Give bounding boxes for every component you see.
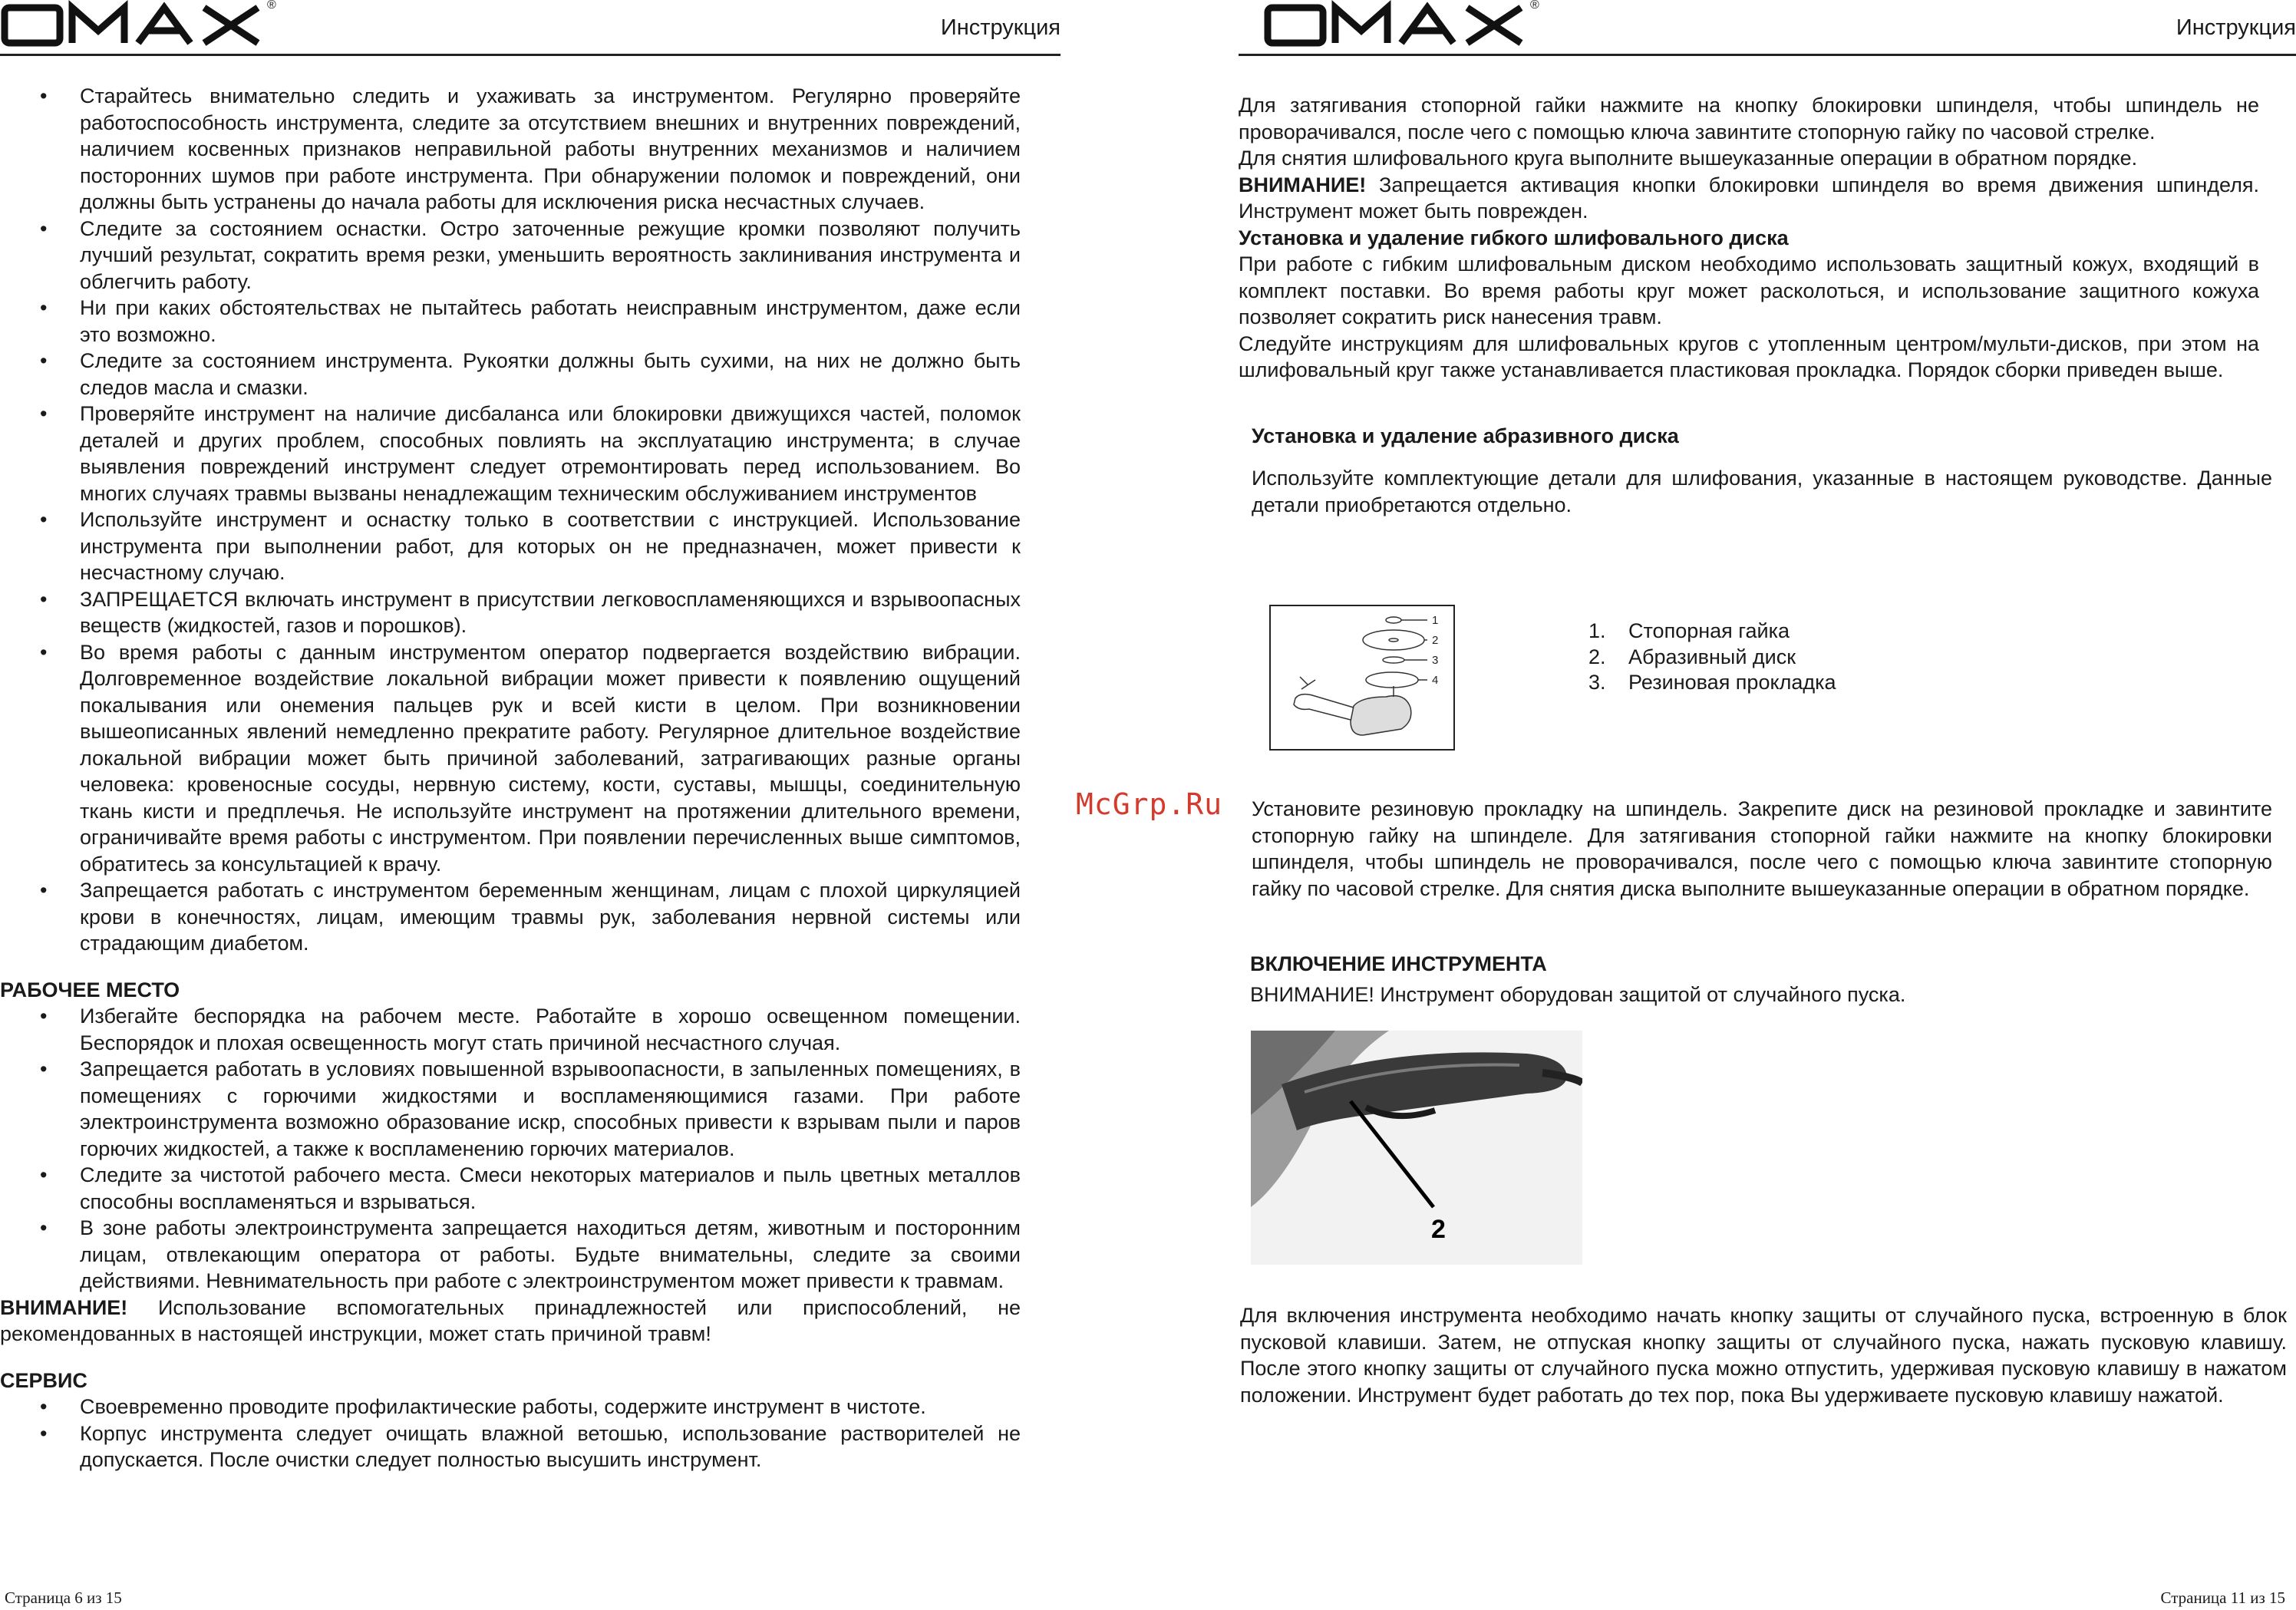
list-item: • Следите за состоянием оснастки. Остро заточенные режущие кромки позволяют получить лучший результат, сократить время резки, уменьшить вероятность заклинивания инструмента и облегчить работу. <box>0 216 1021 295</box>
header-divider <box>0 54 1061 56</box>
list-item: • Запрещается работать в условиях повышенной взрывоопасности, в запыленных помещениях, в помещениях с горючими жидкостями и воспламеняющимися газами. При работе электроинструмента возможно образование искр, способных привести к взрывам пыли и паров горючих жидкостей, а также к воспламенению горючих материалов. <box>0 1056 1021 1162</box>
tool-handle-photo <box>1251 1031 1582 1265</box>
warning-paragraph <box>0 1295 1021 1348</box>
list-item: • ЗАПРЕЩАЕТСЯ включать инструмент в присутствии легковоспламеняющихся и взрывоопасных веществ (жидкостей, газов и порошков). <box>0 586 1021 639</box>
warning-text: Использование вспомогательных принадлежностей или приспособлений, не рекомендованных в настоящей инструкции, может стать причиной травм! <box>0 1295 1021 1345</box>
flex-disc-paragraph-1: При работе с гибким шлифовальным диском необходимо использовать защитный кожух, входящий в комплект поставки. Во время работы круг может расколоться, и использование защитного кожуха позволяет сократить риск нанесения травм. <box>1239 252 2259 328</box>
list-item: • Ни при каких обстоятельствах не пытайтесь работать неисправным инструментом, даже если это возможно. <box>0 295 1021 348</box>
part-number: 2. <box>1588 645 1606 668</box>
list-item <box>1588 670 1836 696</box>
page-header-title: Инструкция <box>940 15 1061 40</box>
right-intro <box>1239 92 2259 384</box>
warning-text: Запрещается активация кнопки блокировки шпинделя во время движения шпинделя. Инструмент может быть поврежден. <box>1239 173 2259 223</box>
abrasive-disc-paragraph: Используйте комплектующие детали для шлифования, указанные в настоящем руководстве. Данные детали приобретаются отдельно. <box>1252 467 2272 516</box>
figure-label: 1 <box>1432 614 1439 627</box>
warning-label: ВНИМАНИЕ! <box>1239 173 1367 196</box>
omax-logo <box>0 0 276 51</box>
list-item: • Корпус инструмента следует очищать влажной ветошью, использование растворителей не допускается. После очистки следует полностью высушить инструмент. <box>0 1420 1021 1473</box>
list-item <box>1588 645 1836 671</box>
list-item: • Следите за чистотой рабочего места. Смеси некоторых материалов и пыль цветных металлов способны воспламеняться и взрываться. <box>0 1162 1021 1215</box>
omax-logo <box>1263 0 1539 51</box>
disc-assembly-figure <box>1269 605 1455 751</box>
part-label: Резиновая прокладка <box>1628 671 1836 694</box>
list-item: • Избегайте беспорядка на рабочем месте. Работайте в хорошо освещенном помещении. Беспорядок и плохая освещенность могут стать причиной несчастного случая. <box>0 1003 1021 1056</box>
warning-label: ВНИМАНИЕ! <box>0 1295 128 1319</box>
page-header-title: Инструкция <box>2176 15 2296 40</box>
registered-mark: ® <box>267 0 276 12</box>
site-watermark: McGrp.Ru <box>1076 787 1223 821</box>
service-bullet-list <box>0 1394 1021 1473</box>
list-item: • Во время работы с данным инструментом оператор подвергается воздействию вибрации. Долговременное воздействие локальной вибрации может привести к появлению ощущений покалывания или онемения пальцев рук и всей кисти в целом. При возникновении вышеописанных явлений немедленно прекратите работу. Регулярное длительное воздействие локальной вибрации может быть причиной заболеваний, затрагивающих разные органы человека: кровеносные сосуды, нервную систему, кости, суставы, мышцы, соединительную ткань кисти и предплечья. Не используйте инструмент на протяжении длительного времени, ограничивайте время работы с инструментом. При появлении перечисленных выше симптомов, обратитесь за консультацией к врачу. <box>0 639 1021 878</box>
intro-paragraph-1: Для затягивания стопорной гайки нажмите на кнопку блокировки шпинделя, чтобы шпиндель не проворачивался, после чего с помощью ключа завинтите стопорную гайку по часовой стрелке. <box>1239 94 2259 144</box>
list-item <box>1588 619 1836 645</box>
power-on-paragraph: Для включения инструмента необходимо начать кнопку защиты от случайного пуска, встроенную в блок пусковой клавиши. Затем, не отпуская кнопку защиты от случайного пуска, нажать пусковую клавишу. После этого кнопку защиты от случайного пуска можно отпустить, удерживая пусковую клавишу в нажатом положении. Инструмент будет работать до тех пор, пока Вы удерживаете пусковую клавишу нажатой. <box>1240 1304 2287 1407</box>
part-label: Абразивный диск <box>1628 645 1796 668</box>
part-label: Стопорная гайка <box>1628 619 1790 642</box>
left-content <box>0 83 1021 1473</box>
part-number: 1. <box>1588 619 1606 642</box>
abrasive-disc-heading: Установка и удаление абразивного диска <box>1252 424 1679 447</box>
figure-label: 3 <box>1432 654 1439 667</box>
registered-mark: ® <box>1530 0 1539 12</box>
list-item: • Своевременно проводите профилактические работы, содержите инструмент в чистоте. <box>0 1394 1021 1420</box>
page-number: Страница 6 из 15 <box>5 1589 122 1607</box>
figure-label: 4 <box>1432 674 1439 687</box>
intro-paragraph-2: Для снятия шлифовального круга выполните вышеуказанные операции в обратном порядке. <box>1239 147 2138 170</box>
spindle-warning <box>1239 172 2259 225</box>
flex-disc-paragraph-2: Следуйте инструкциям для шлифовальных кругов с утопленным центром/мульти-дисков, при этом на шлифовальный круг также устанавливается пластиковая прокладка. Порядок сборки приведен выше. <box>1239 332 2259 381</box>
figure-label: 2 <box>1432 634 1439 647</box>
service-heading: СЕРВИС <box>0 1368 87 1392</box>
list-item: • Запрещается работать с инструментом беременным женщинам, лицам с плохой циркуляцией крови в конечностях, лицам, имеющим травмы рук, заболевания нервной системы или страдающим диабетом. <box>0 877 1021 957</box>
workplace-heading: РАБОЧЕЕ МЕСТО <box>0 978 180 1001</box>
part-number: 3. <box>1588 671 1606 694</box>
list-item: • Используйте инструмент и оснастку только в соответствии с инструкцией. Использование инструмента при выполнении работ, для которых он не предназначен, может привести к несчастному случаю. <box>0 506 1021 586</box>
photo-label: 2 <box>1431 1215 1446 1244</box>
power-warning: ВНИМАНИЕ! Инструмент оборудован защитой от случайного пуска. <box>1250 983 1906 1006</box>
list-item: • Проверяйте инструмент на наличие дисбаланса или блокировки движущихся частей, поломок деталей и других проблем, способных повлиять на эксплуатацию инструмента; в случае выявления повреждений инструмент следует отремонтировать перед использованием. Во многих случаях травмы вызваны ненадлежащим техническим обслуживанием инструментов <box>0 401 1021 506</box>
flex-disc-heading: Установка и удаление гибкого шлифовального диска <box>1239 226 1789 249</box>
parts-list <box>1588 619 1836 696</box>
page-number: Страница 11 из 15 <box>2160 1589 2285 1607</box>
power-on-heading: ВКЛЮЧЕНИЕ ИНСТРУМЕНТА <box>1250 952 1547 975</box>
workplace-bullet-list <box>0 1003 1021 1295</box>
header-divider <box>1239 54 2296 56</box>
safety-bullet-list <box>0 83 1021 957</box>
list-item: • Следите за состоянием инструмента. Рукоятки должны быть сухими, на них не должно быть следов масла и смазки. <box>0 348 1021 401</box>
list-item: • В зоне работы электроинструмента запрещается находиться детям, животным и посторонним лицам, отвлекающим оператора от работы. Будьте внимательны, следите за своими действиями. Невнимательность при работе с электроинструментом может привести к травмам. <box>0 1215 1021 1295</box>
left-page <box>0 0 1074 1610</box>
list-item: • Старайтесь внимательно следить и ухаживать за инструментом. Регулярно проверяйте работоспособность инструмента, следите за отсутствием внешних и внутренних повреждений, наличием косвенных признаков неправильной работы внутренних механизмов и наличием посторонних шумов при работе инструмента. При обнаружении поломок и повреждений, они должны быть устранены до начала работы для исключения риска несчастных случаев. <box>0 83 1021 216</box>
install-paragraph: Установите резиновую прокладку на шпиндель. Закрепите диск на резиновой прокладке и завинтите стопорную гайку на шпинделе. Для затягивания стопорной гайки нажмите на кнопку блокировки шпинделя, чтобы шпиндель не проворачивался, после чего с помощью ключа завинтите стопорную гайку по часовой стрелке. Для снятия диска выполните вышеуказанные операции в обратном порядке. <box>1252 797 2272 900</box>
right-page <box>1228 0 2296 1610</box>
